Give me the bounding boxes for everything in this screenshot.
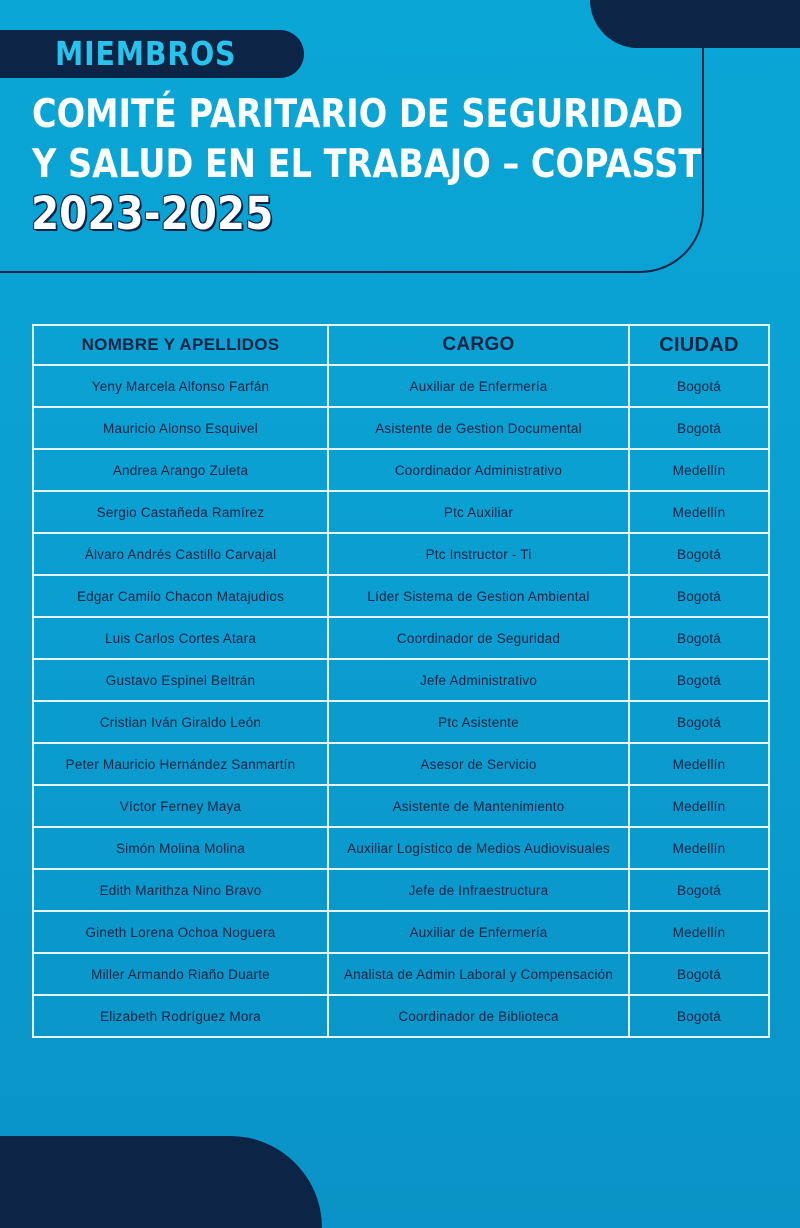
column-header-city: CIUDAD	[629, 325, 769, 365]
member-city: Bogotá	[629, 701, 769, 743]
member-role: Asistente de Mantenimiento	[328, 785, 629, 827]
table-row	[33, 449, 769, 491]
member-city: Medellín	[629, 911, 769, 953]
table-row	[33, 365, 769, 407]
member-city: Bogotá	[629, 533, 769, 575]
member-name: Sergio Castañeda Ramírez	[33, 491, 328, 533]
member-role: Coordinador Administrativo	[328, 449, 629, 491]
member-name: Peter Mauricio Hernández Sanmartín	[33, 743, 328, 785]
member-name: Edgar Camilo Chacon Matajudios	[33, 575, 328, 617]
member-city: Bogotá	[629, 995, 769, 1037]
table-row	[33, 869, 769, 911]
corner-decoration-bottom-left	[0, 1136, 322, 1228]
member-role: Auxiliar Logístico de Medios Audiovisuales	[328, 827, 629, 869]
table-row	[33, 911, 769, 953]
period-years: 2023-2025	[31, 187, 274, 240]
table-row	[33, 743, 769, 785]
title-line-1: COMITÉ PARITARIO DE SEGURIDAD	[32, 92, 684, 137]
member-role: Jefe Administrativo	[328, 659, 629, 701]
member-name: Álvaro Andrés Castillo Carvajal	[33, 533, 328, 575]
member-city: Medellín	[629, 785, 769, 827]
title-line-2: Y SALUD EN EL TRABAJO – COPASST	[32, 142, 702, 187]
tag-label: MIEMBROS	[55, 34, 237, 73]
members-table	[32, 324, 770, 1038]
table-header-row	[33, 325, 769, 365]
member-name: Elizabeth Rodríguez Mora	[33, 995, 328, 1037]
member-role: Líder Sistema de Gestion Ambiental	[328, 575, 629, 617]
member-role: Ptc Auxiliar	[328, 491, 629, 533]
member-role: Asistente de Gestion Documental	[328, 407, 629, 449]
member-role: Coordinador de Seguridad	[328, 617, 629, 659]
member-city: Bogotá	[629, 365, 769, 407]
table-row	[33, 659, 769, 701]
member-city: Bogotá	[629, 659, 769, 701]
table-row	[33, 533, 769, 575]
table-row	[33, 491, 769, 533]
table-row	[33, 785, 769, 827]
member-role: Jefe de Infraestructura	[328, 869, 629, 911]
member-name: Luis Carlos Cortes Atara	[33, 617, 328, 659]
member-role: Analista de Admin Laboral y Compensación	[328, 953, 629, 995]
member-name: Víctor Ferney Maya	[33, 785, 328, 827]
member-city: Medellín	[629, 491, 769, 533]
member-name: Miller Armando Riaño Duarte	[33, 953, 328, 995]
page-title	[32, 90, 701, 190]
member-city: Bogotá	[629, 953, 769, 995]
member-role: Auxiliar de Enfermería	[328, 365, 629, 407]
table-row	[33, 407, 769, 449]
table-row	[33, 827, 769, 869]
member-name: Andrea Arango Zuleta	[33, 449, 328, 491]
member-role: Ptc Instructor - Ti	[328, 533, 629, 575]
member-city: Medellín	[629, 827, 769, 869]
table-row	[33, 953, 769, 995]
member-city: Bogotá	[629, 869, 769, 911]
member-city: Bogotá	[629, 407, 769, 449]
member-name: Gineth Lorena Ochoa Noguera	[33, 911, 328, 953]
member-city: Medellín	[629, 743, 769, 785]
member-city: Bogotá	[629, 617, 769, 659]
column-header-role: CARGO	[328, 325, 629, 365]
table-row	[33, 575, 769, 617]
member-name: Mauricio Alonso Esquivel	[33, 407, 328, 449]
member-name: Yeny Marcela Alfonso Farfán	[33, 365, 328, 407]
member-name: Gustavo Espinel Beltrán	[33, 659, 328, 701]
member-city: Bogotá	[629, 575, 769, 617]
member-role: Asesor de Servicio	[328, 743, 629, 785]
member-name: Cristian Iván Giraldo León	[33, 701, 328, 743]
member-name: Simón Molina Molina	[33, 827, 328, 869]
member-city: Medellín	[629, 449, 769, 491]
table-row	[33, 995, 769, 1037]
table-row	[33, 701, 769, 743]
member-name: Edith Marithza Nino Bravo	[33, 869, 328, 911]
member-role: Coordinador de Biblioteca	[328, 995, 629, 1037]
member-role: Auxiliar de Enfermería	[328, 911, 629, 953]
column-header-name: NOMBRE Y APELLIDOS	[33, 325, 328, 365]
member-role: Ptc Asistente	[328, 701, 629, 743]
table-row	[33, 617, 769, 659]
